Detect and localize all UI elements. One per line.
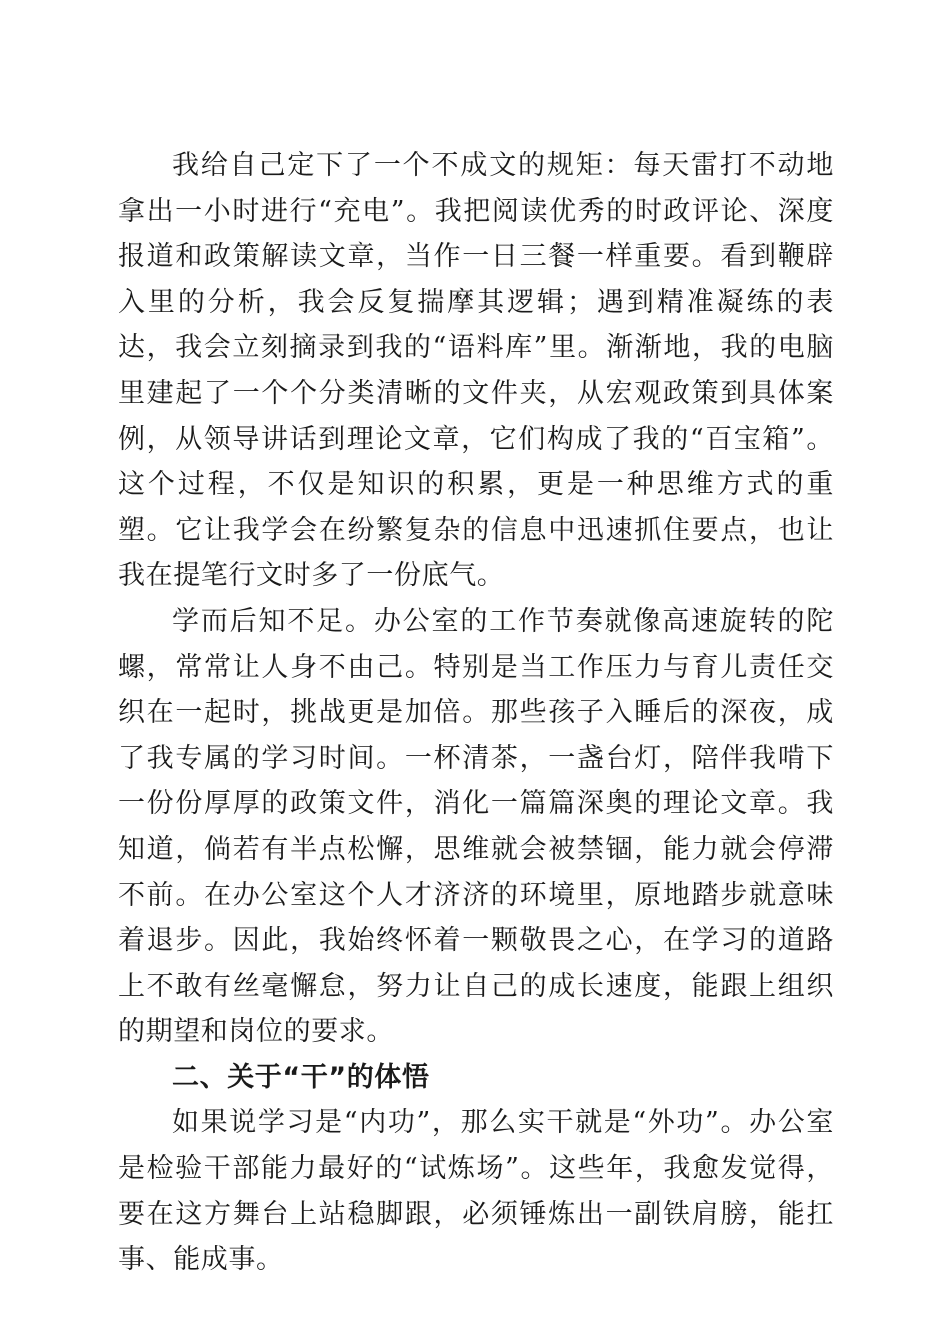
paragraph-study-habit: 我给自己定下了一个不成文的规矩：每天雷打不动地拿出一小时进行“充电”。我把阅读优秀的时政评论、深度报道和政策解读文章，当作一日三餐一样重要。看到鞭辟入里的分析，我会反复揣摩其逻辑；遇到精准凝练的表达，我会立刻摘录到我的“语料库”里。渐渐地，我的电脑里建起了一个个分类清晰的文件夹，从宏观政策到具体案例，从领导讲话到理论文章，它们构成了我的“百宝箱”。这个过程，不仅是知识的积累，更是一种思维方式的重塑。它让我学会在纷繁复杂的信息中迅速抓住要点，也让我在提笔行文时多了一份底气。 bbox=[118, 150, 834, 592]
document-body bbox=[118, 143, 834, 1283]
paragraph-practice-intro: 如果说学习是“内功”，那么实干就是“外功”。办公室是检验干部能力最好的“试炼场”。这些年，我愈发觉得，要在这方舞台上站稳脚跟，必须锤炼出一副铁肩膀，能扛事、能成事。 bbox=[118, 1107, 834, 1276]
paragraph-learning-insufficiency: 学而后知不足。办公室的工作节奏就像高速旋转的陀螺，常常让人身不由己。特别是当工作压力与育儿责任交织在一起时，挑战更是加倍。那些孩子入睡后的深夜，成了我专属的学习时间。一杯清茶，一盏台灯，陪伴我啃下一份份厚厚的政策文件，消化一篇篇深奥的理论文章。我知道，倘若有半点松懈，思维就会被禁锢，能力就会停滞不前。在办公室这个人才济济的环境里，原地踏步就意味着退步。因此，我始终怀着一颗敬畏之心，在学习的道路上不敢有丝毫懈怠，努力让自己的成长速度，能跟上组织的期望和岗位的要求。 bbox=[118, 605, 834, 1048]
section-heading: 二、关于“干”的体悟 bbox=[172, 1061, 430, 1093]
